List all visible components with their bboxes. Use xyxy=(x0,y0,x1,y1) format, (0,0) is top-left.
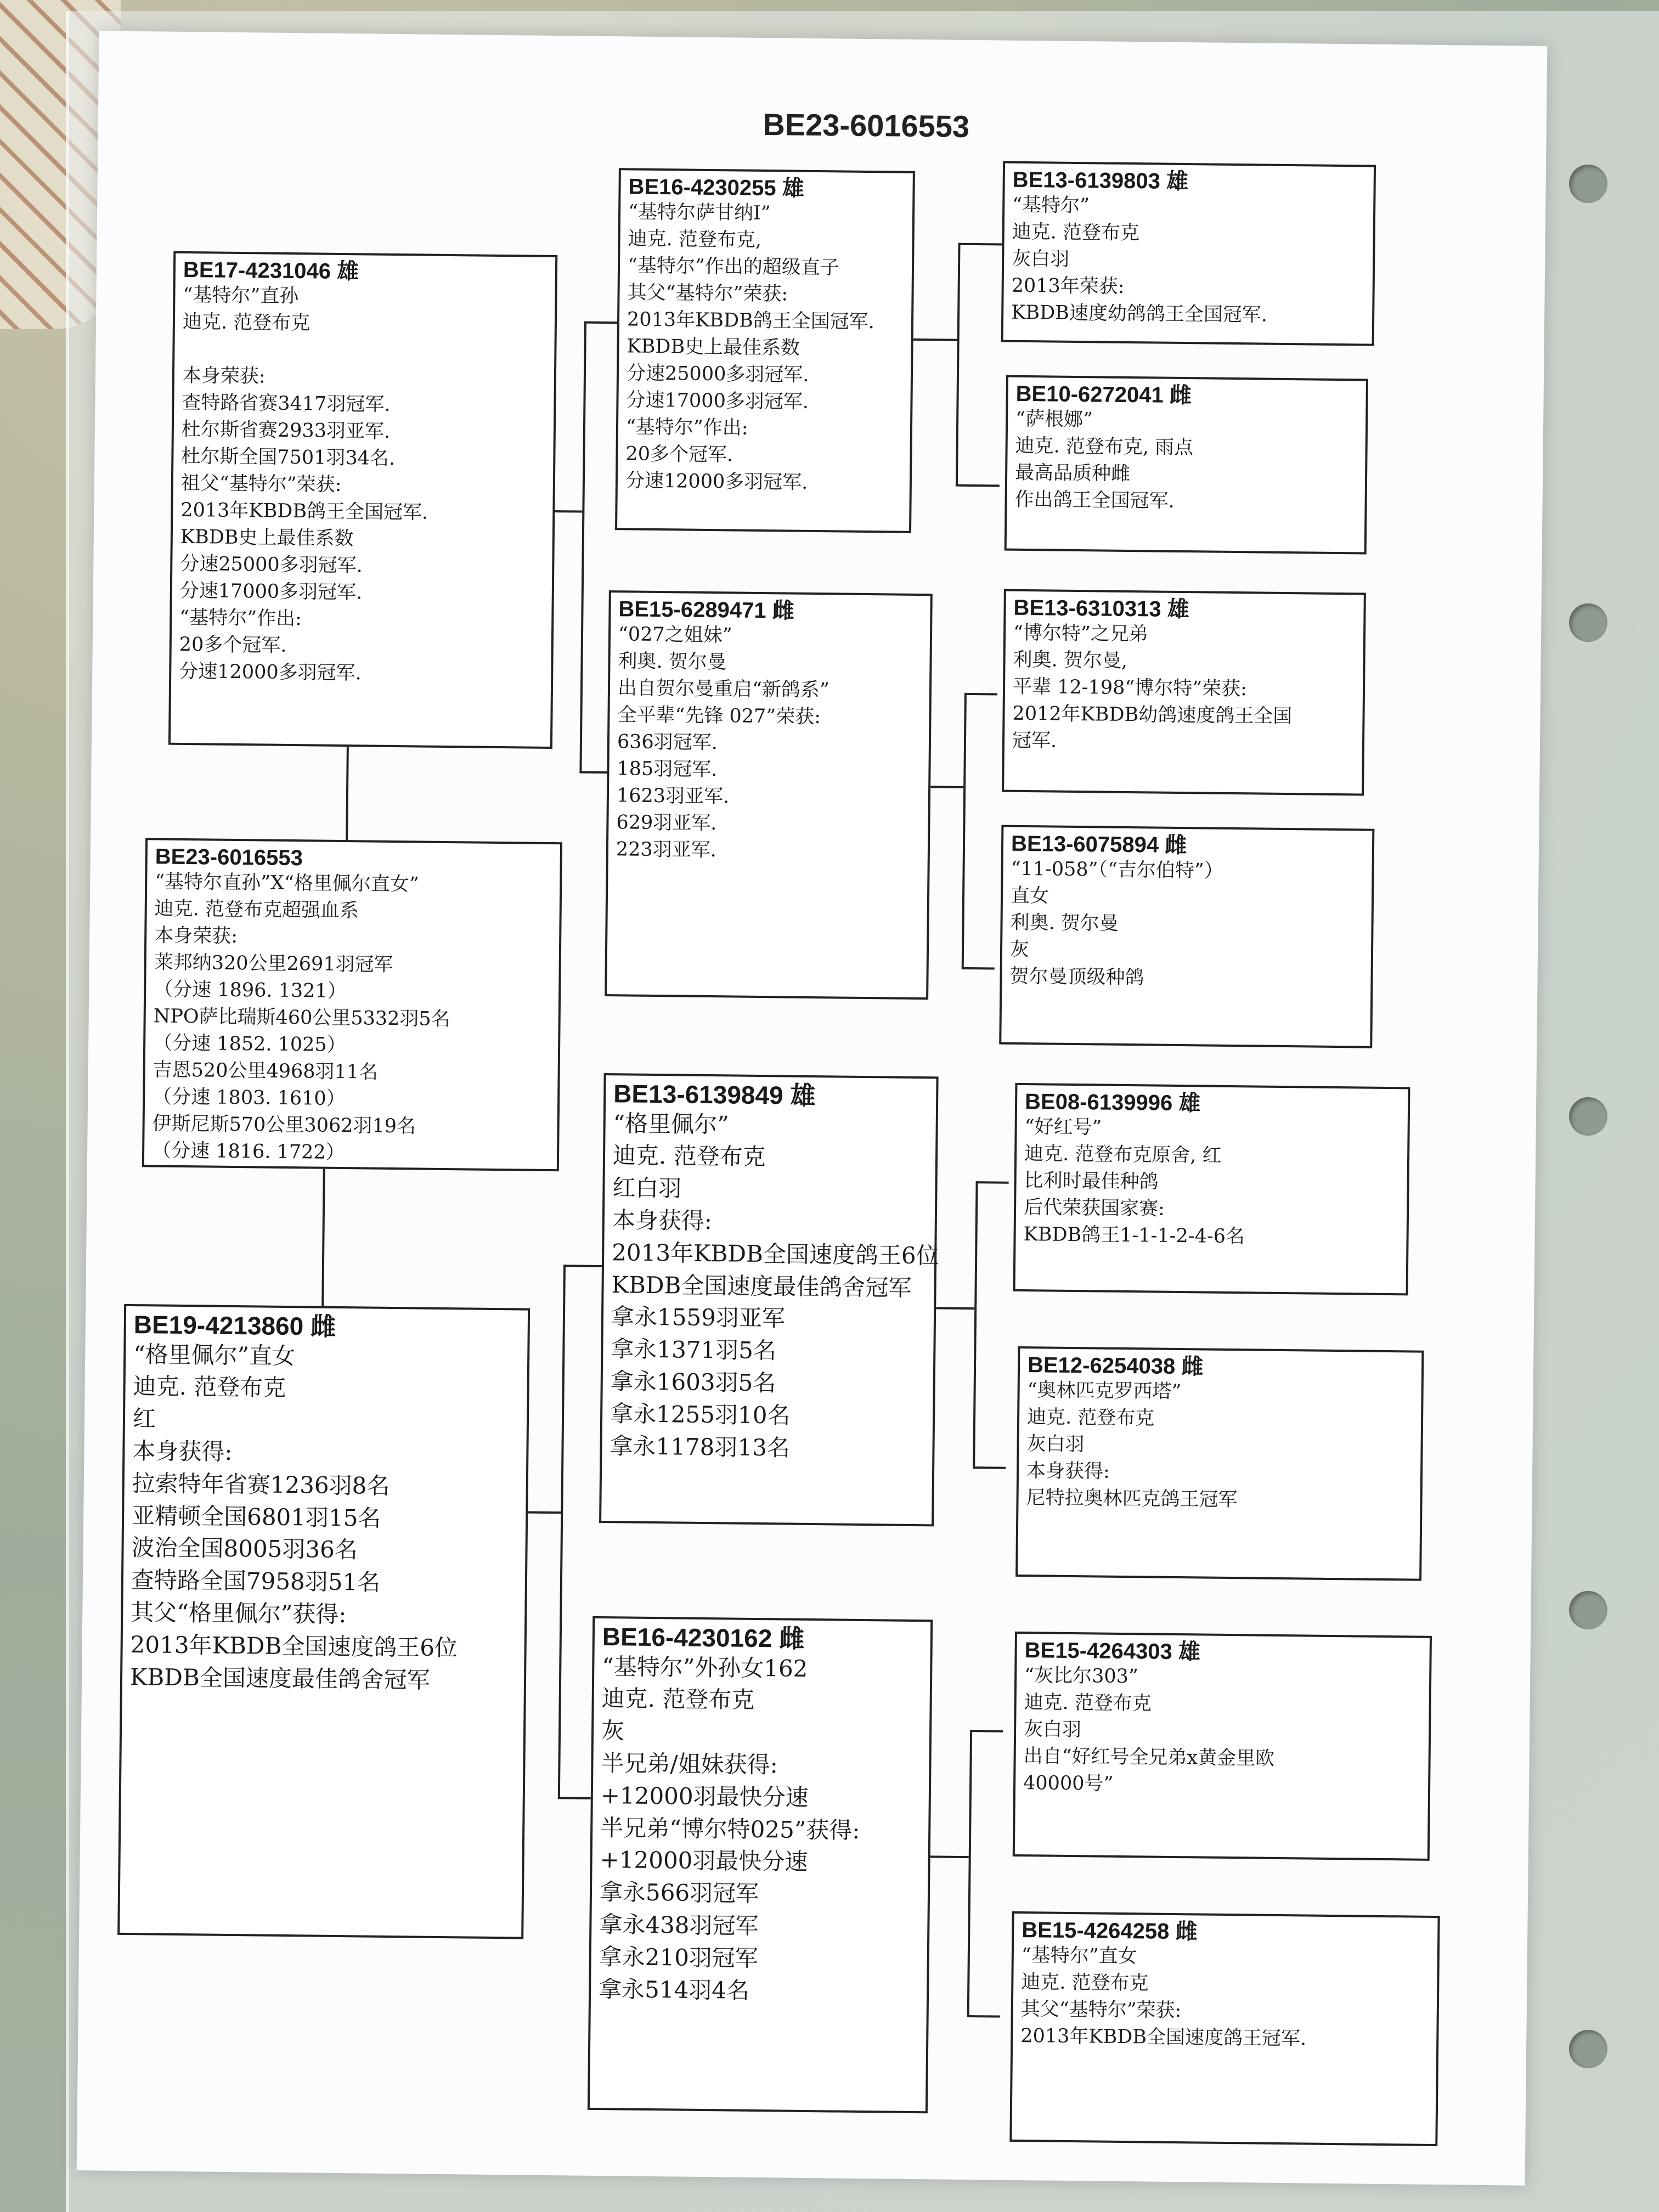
detail-line: 2013年KBDB鸽王全国冠军. xyxy=(627,308,875,334)
great-grandparent-card-2 xyxy=(1005,375,1368,555)
detail-line: 185羽冠军. xyxy=(617,758,718,781)
sire-sire-card xyxy=(615,168,915,533)
detail-line: 2013年KBDB鸽王全国冠军. xyxy=(180,499,428,524)
detail-line: 629羽亚军. xyxy=(616,811,717,835)
detail-line: 查特路全国7958羽51名 xyxy=(131,1566,381,1596)
detail-line: （分速 1816. 1722） xyxy=(151,1139,345,1164)
ring-number: BE13-6139803 xyxy=(1012,167,1161,194)
detail-line: KBDB史上最佳系数 xyxy=(627,335,800,359)
detail-line: 祖父“基特尔”荣获: xyxy=(180,472,342,496)
ring-number: BE10-6272041 xyxy=(1015,381,1164,408)
detail-line: 迪克. 范登布克 xyxy=(1026,1406,1155,1430)
detail-line: 半兄弟“博尔特025”获得: xyxy=(600,1814,860,1844)
detail-line: “灰比尔303” xyxy=(1024,1664,1138,1688)
ring-number: BE15-4264303 xyxy=(1024,1638,1172,1664)
detail-line: 作出鸽王全国冠军. xyxy=(1014,488,1175,512)
detail-line: 红 xyxy=(132,1405,156,1432)
detail-line: 半兄弟/姐妹获得: xyxy=(601,1750,778,1779)
ring-number: BE16-4230255 xyxy=(628,174,776,201)
detail-line: 贺尔曼顶级种鸽 xyxy=(1009,965,1144,989)
detail-line: 灰 xyxy=(1009,938,1030,961)
detail-line: 拿永1559羽亚军 xyxy=(611,1303,786,1332)
connector-line xyxy=(967,2015,1000,2018)
detail-line: “基特尔萨甘纳I” xyxy=(628,201,771,225)
ring-number: BE13-6310313 xyxy=(1013,595,1161,622)
detail-line: 波治全国8005羽36名 xyxy=(131,1534,358,1564)
detail-line: 本身荣获: xyxy=(182,364,266,388)
sire-dam-card xyxy=(605,590,933,1000)
ring-number: BE08-6139996 xyxy=(1024,1090,1173,1115)
detail-line: 平辈 12-198“博尔特”荣获: xyxy=(1012,675,1248,701)
detail-line: “基特尔”直孙 xyxy=(183,284,299,308)
sex-label: 雄 xyxy=(1178,1640,1201,1664)
detail-line: KBDB鸽王1-1-1-2-4-6名 xyxy=(1023,1223,1245,1248)
pedigree-sheet xyxy=(77,31,1548,2185)
detail-line: KBDB速度幼鸽鸽王全国冠军. xyxy=(1011,301,1268,326)
detail-line: 其父“格里佩尔”获得: xyxy=(131,1599,347,1628)
connector-line xyxy=(962,693,967,967)
great-grandparent-card-1 xyxy=(1001,161,1376,346)
detail-line: “奥林匹克罗西塔” xyxy=(1027,1379,1182,1403)
connector-line xyxy=(930,1855,969,1858)
sex-label: 雄 xyxy=(1166,169,1189,194)
detail-line: KBDB全国速度最佳鸽舍冠军 xyxy=(611,1271,912,1301)
detail-line: 拿永438羽冠军 xyxy=(599,1910,759,1940)
dam-sire-card xyxy=(599,1073,939,1526)
binder-hole xyxy=(1569,1097,1607,1136)
detail-line: 杜尔斯全国7501羽34名. xyxy=(181,445,396,470)
detail-line: KBDB全国速度最佳鸽舍冠军 xyxy=(129,1663,431,1694)
detail-line: “好红号” xyxy=(1024,1116,1102,1139)
great-grandparent-card-7 xyxy=(1013,1632,1432,1861)
ring-number: BE15-6289471 xyxy=(618,597,766,623)
detail-line: 迪克. 范登布克超强血系 xyxy=(154,898,359,922)
detail-line: （分速 1803. 1610） xyxy=(152,1086,346,1110)
ring-number: BE23-6016553 xyxy=(155,844,303,871)
connector-line xyxy=(346,747,349,840)
detail-line: “博尔特”之兄弟 xyxy=(1013,622,1149,646)
detail-line: “基特尔直孙”X“格里佩尔直女” xyxy=(155,871,419,896)
detail-line: 灰 xyxy=(601,1717,625,1745)
detail-line xyxy=(182,336,546,366)
detail-line: 本身获得: xyxy=(1026,1460,1110,1483)
detail-line: 拿永514羽4名 xyxy=(598,1975,750,2004)
detail-line: +12000羽最快分速 xyxy=(600,1781,809,1811)
sex-label: 雌 xyxy=(1175,1920,1198,1944)
detail-line: 拿永1371羽5名 xyxy=(611,1335,777,1364)
ring-number: BE16-4230162 xyxy=(602,1622,772,1653)
detail-line: 223羽亚军. xyxy=(616,838,717,862)
detail-line: 分速25000多羽冠军. xyxy=(180,552,363,577)
detail-line: 迪克. 范登布克 xyxy=(1012,221,1140,245)
detail-line: NPO萨比瑞斯460公里5332羽5名 xyxy=(153,1005,450,1031)
connector-line xyxy=(976,1181,1009,1184)
sex-label: 雌 xyxy=(778,1624,805,1653)
detail-line: 杜尔斯省赛2933羽亚军. xyxy=(181,418,391,443)
ring-number: BE15-4264258 xyxy=(1022,1918,1170,1944)
detail-line: 迪克. 范登布克 xyxy=(601,1685,755,1714)
detail-line: +12000羽最快分速 xyxy=(600,1846,808,1876)
detail-line: 利奥. 贺尔曼 xyxy=(1010,911,1119,935)
ring-number: BE13-6139849 xyxy=(613,1079,783,1110)
ring-number: BE13-6075894 xyxy=(1011,831,1159,857)
detail-line: “027之姐妹” xyxy=(618,623,732,647)
connector-line xyxy=(956,484,1000,487)
connector-line xyxy=(558,1797,591,1799)
sex-label: 雌 xyxy=(772,599,794,623)
connector-line xyxy=(973,1181,978,1466)
detail-line: 迪克. 范登布克, 雨点 xyxy=(1015,435,1194,459)
detail-line: （分速 1852. 1025） xyxy=(153,1032,346,1057)
detail-line: 吉恩520公里4968羽11名 xyxy=(153,1059,379,1084)
detail-line: 2013年荣获: xyxy=(1011,274,1125,298)
binder-hole xyxy=(1569,2030,1607,2068)
detail-line: 拿永1178羽13名 xyxy=(610,1432,791,1462)
detail-line: “基特尔”作出的超级直子 xyxy=(627,255,840,279)
great-grandparent-card-8 xyxy=(1009,1911,1440,2146)
document-title: BE23-6016553 xyxy=(763,106,970,144)
sex-label: 雄 xyxy=(790,1081,816,1110)
detail-line: 1623羽亚军. xyxy=(616,785,730,808)
detail-line: 其父“基特尔”荣获: xyxy=(627,281,788,306)
detail-line: 灰白羽 xyxy=(1023,1718,1082,1741)
connector-line xyxy=(973,1466,1006,1469)
connector-line xyxy=(970,1730,1003,1733)
connector-line xyxy=(964,693,997,696)
dam-card xyxy=(117,1304,530,1939)
detail-line: 分速12000多羽冠军. xyxy=(179,660,362,685)
ring-number: BE12-6254038 xyxy=(1027,1353,1176,1379)
detail-line: 迪克. 范登布克 xyxy=(1021,1971,1149,1995)
detail-line: “格里佩尔” xyxy=(613,1109,729,1138)
binder-hole xyxy=(1569,1591,1607,1629)
detail-line: 后代荣获国家赛: xyxy=(1023,1197,1165,1220)
binder-hole xyxy=(1569,603,1607,642)
sex-label: 雄 xyxy=(336,259,359,284)
great-grandparent-card-6 xyxy=(1015,1346,1424,1581)
great-grandparent-card-5 xyxy=(1013,1083,1410,1296)
detail-line: 尼特拉奥林匹克鸽王冠军 xyxy=(1026,1487,1238,1511)
detail-line: 拿永1255羽10名 xyxy=(610,1400,791,1429)
sex-label: 雌 xyxy=(1181,1355,1204,1379)
detail-line: 20多个冠军. xyxy=(179,633,287,657)
detail-line: 20多个冠军. xyxy=(625,443,733,466)
detail-line: “格里佩尔”直女 xyxy=(133,1340,296,1369)
detail-line: 迪克. 范登布克 xyxy=(1024,1691,1152,1715)
connector-line xyxy=(930,786,963,788)
detail-line: 拿永566羽冠军 xyxy=(599,1878,759,1908)
connector-line xyxy=(936,1307,974,1310)
sex-label: 雌 xyxy=(1169,383,1192,408)
connector-line xyxy=(958,243,1002,246)
detail-line: 分速17000多羽冠军. xyxy=(179,579,363,604)
detail-line: “基特尔”直女 xyxy=(1021,1944,1137,1968)
detail-line: 迪克. 范登布克原舍, 红 xyxy=(1024,1143,1222,1167)
detail-line: 灰白羽 xyxy=(1012,247,1070,270)
detail-line: 拿永210羽冠军 xyxy=(599,1943,759,1972)
sex-label: 雌 xyxy=(310,1312,336,1341)
connector-line xyxy=(579,771,607,774)
detail-line: 636羽冠军. xyxy=(617,731,718,754)
detail-line: 拉索特年省赛1236羽8名 xyxy=(132,1469,390,1499)
connector-line xyxy=(321,1169,325,1306)
detail-line: 分速12000多羽冠军. xyxy=(625,470,808,494)
detail-line: 2013年KBDB全国速度鸽王冠军. xyxy=(1020,2025,1307,2050)
detail-line: 2012年KBDB幼鸽速度鸽王全国 xyxy=(1012,702,1293,728)
connector-line xyxy=(555,510,582,513)
detail-line: 拿永1603羽5名 xyxy=(610,1368,776,1397)
connector-line xyxy=(962,967,995,970)
detail-line: 莱邦纳320公里2691羽冠军 xyxy=(154,951,393,976)
connector-line xyxy=(528,1511,561,1514)
detail-line: 迪克. 范登布克 xyxy=(182,311,311,335)
sex-label: 雌 xyxy=(1165,833,1187,858)
detail-line: 分速17000多羽冠军. xyxy=(626,389,809,413)
detail-line: 灰白羽 xyxy=(1026,1433,1085,1456)
sire-card xyxy=(168,251,557,749)
connector-line xyxy=(579,321,586,771)
detail-line: 40000号” xyxy=(1023,1772,1114,1795)
detail-line: 迪克. 范登布克 xyxy=(612,1142,766,1171)
detail-line: 分速25000多羽冠军. xyxy=(626,362,809,386)
detail-line: 本身荣获: xyxy=(154,924,238,948)
detail-line: 比利时最佳种鸽 xyxy=(1024,1170,1159,1193)
detail-line: （分速 1896. 1321） xyxy=(153,978,347,1003)
detail-line: 红白羽 xyxy=(612,1174,682,1202)
detail-line: 冠军. xyxy=(1012,729,1057,752)
detail-line: “11-058”（“吉尔伯特”） xyxy=(1011,857,1224,882)
binder-hole xyxy=(1569,165,1607,203)
detail-line: 查特路省赛3417羽冠军. xyxy=(182,391,391,416)
detail-line: 利奥. 贺尔曼, xyxy=(1013,648,1128,672)
detail-line: 出自贺尔曼重启“新鸽系” xyxy=(617,677,830,702)
detail-line: 本身获得: xyxy=(612,1206,713,1235)
connector-line xyxy=(956,243,961,484)
great-grandparent-card-4 xyxy=(999,825,1374,1048)
connector-line xyxy=(558,1265,566,1797)
detail-line: 利奥. 贺尔曼 xyxy=(618,650,726,674)
detail-line: 迪克. 范登布克, xyxy=(628,228,762,251)
detail-line: 直女 xyxy=(1010,884,1049,907)
dam-dam-card xyxy=(588,1616,933,2113)
detail-line: “基特尔”外孙女162 xyxy=(602,1652,808,1682)
connector-line xyxy=(563,1265,607,1267)
detail-line: “基特尔”作出: xyxy=(625,416,748,439)
detail-line: 其父“基特尔”荣获: xyxy=(1020,1998,1182,2022)
connector-line xyxy=(584,321,617,324)
sex-label: 雄 xyxy=(782,176,805,201)
detail-line: “基特尔”作出: xyxy=(179,606,302,630)
detail-line: 亚精顿全国6801羽15名 xyxy=(131,1502,381,1532)
detail-line: 迪克. 范登布克 xyxy=(133,1373,286,1402)
ring-number: BE19-4213860 xyxy=(133,1310,304,1341)
detail-line: 伊斯尼斯570公里3062羽19名 xyxy=(152,1113,416,1138)
ring-number: BE17-4231046 xyxy=(183,257,331,284)
sex-label: 雄 xyxy=(1167,597,1190,622)
detail-line: “萨根娜” xyxy=(1015,408,1093,431)
detail-line: 出自“好红号全兄弟x黄金里欧 xyxy=(1023,1745,1275,1770)
connector-line xyxy=(967,1730,972,2015)
subject-card xyxy=(142,838,562,1171)
detail-line: 本身获得: xyxy=(132,1437,233,1465)
detail-line: 2013年KBDB全国速度鸽王6位 xyxy=(130,1630,458,1662)
great-grandparent-card-3 xyxy=(1002,589,1366,796)
detail-line: 全平辈“先锋 027”荣获: xyxy=(617,704,821,729)
detail-line: “基特尔” xyxy=(1012,194,1090,217)
connector-line xyxy=(913,338,957,341)
detail-line: 2013年KBDB全国速度鸽王6位 xyxy=(611,1238,939,1269)
detail-line: KBDB史上最佳系数 xyxy=(180,526,354,550)
detail-line: 最高品质种雌 xyxy=(1014,461,1131,486)
sex-label: 雄 xyxy=(1178,1091,1201,1116)
